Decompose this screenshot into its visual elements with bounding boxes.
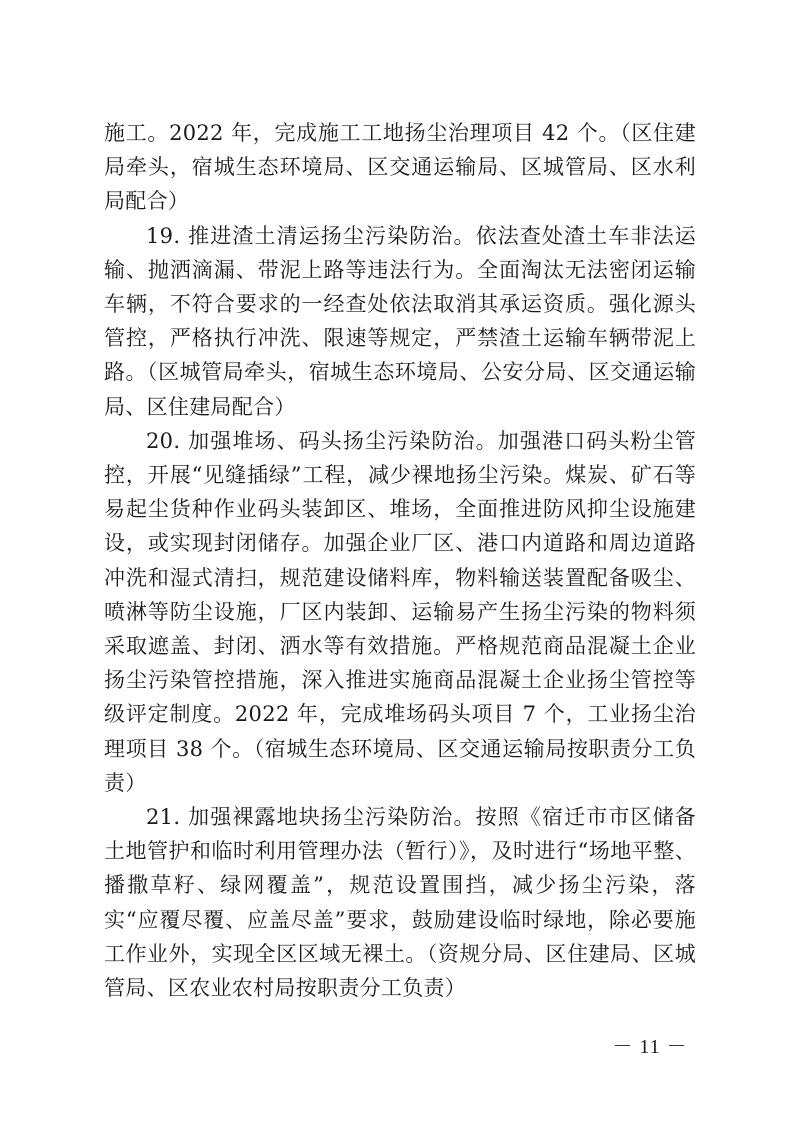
paragraph-item-19: 19. 推进渣土清运扬尘污染防治。依法查处渣土车非法运输、抛洒滴漏、带泥上路等违法行为。全面淘汰无法密闭运输车辆，不符合要求的一经查处依法取消其承运资质。强化源头管控，严格执行冲洗、限速等规定，严禁渣土运输车辆带泥上路。（区城管局牵头，宿城生态环境局、公安分局、区交通运输局、区住建局配合） — [104, 223, 696, 419]
paragraph-item-21: 21. 加强裸露地块扬尘污染防治。按照《宿迁市市区储备土地管护和临时利用管理办法（暂行）》，及时进行“场地平整、播撒草籽、绿网覆盖”，规范设置围挡，减少扬尘污染，落实“应覆尽覆、应盖尽盖”要求，鼓励建设临时绿地，除必要施工作业外，实现全区区域无裸土。（资规分局、区住建局、区城管局、区农业农村局按职责分工负责） — [104, 805, 696, 1001]
body-text — [104, 116, 696, 1005]
paragraph-continuation: 施工。2022 年，完成施工工地扬尘治理项目 42 个。（区住建局牵头，宿城生态环境局、区交通运输局、区城管局、区水利局配合） — [104, 121, 696, 214]
page-number: － 11 － — [612, 1036, 688, 1058]
paragraph-item-20: 20. 加强堆场、码头扬尘污染防治。加强港口码头粉尘管控，开展“见缝插绿”工程，减少裸地扬尘污染。煤炭、矿石等易起尘货种作业码头装卸区、堆场，全面推进防风抑尘设施建设，或实现封闭储存。加强企业厂区、港口内道路和周边道路冲洗和湿式清扫，规范建设储料库，物料输送装置配备吸尘、喷淋等防尘设施，厂区内装卸、运输易产生扬尘污染的物料须采取遮盖、封闭、洒水等有效措施。严格规范商品混凝土企业扬尘污染管控措施，深入推进实施商品混凝土企业扬尘管控等级评定制度。2022 年，完成堆场码头项目 7 个，工业扬尘治理项目 38 个。（宿城生态环境局、区交通运输局按职责分工负责） — [104, 428, 696, 795]
